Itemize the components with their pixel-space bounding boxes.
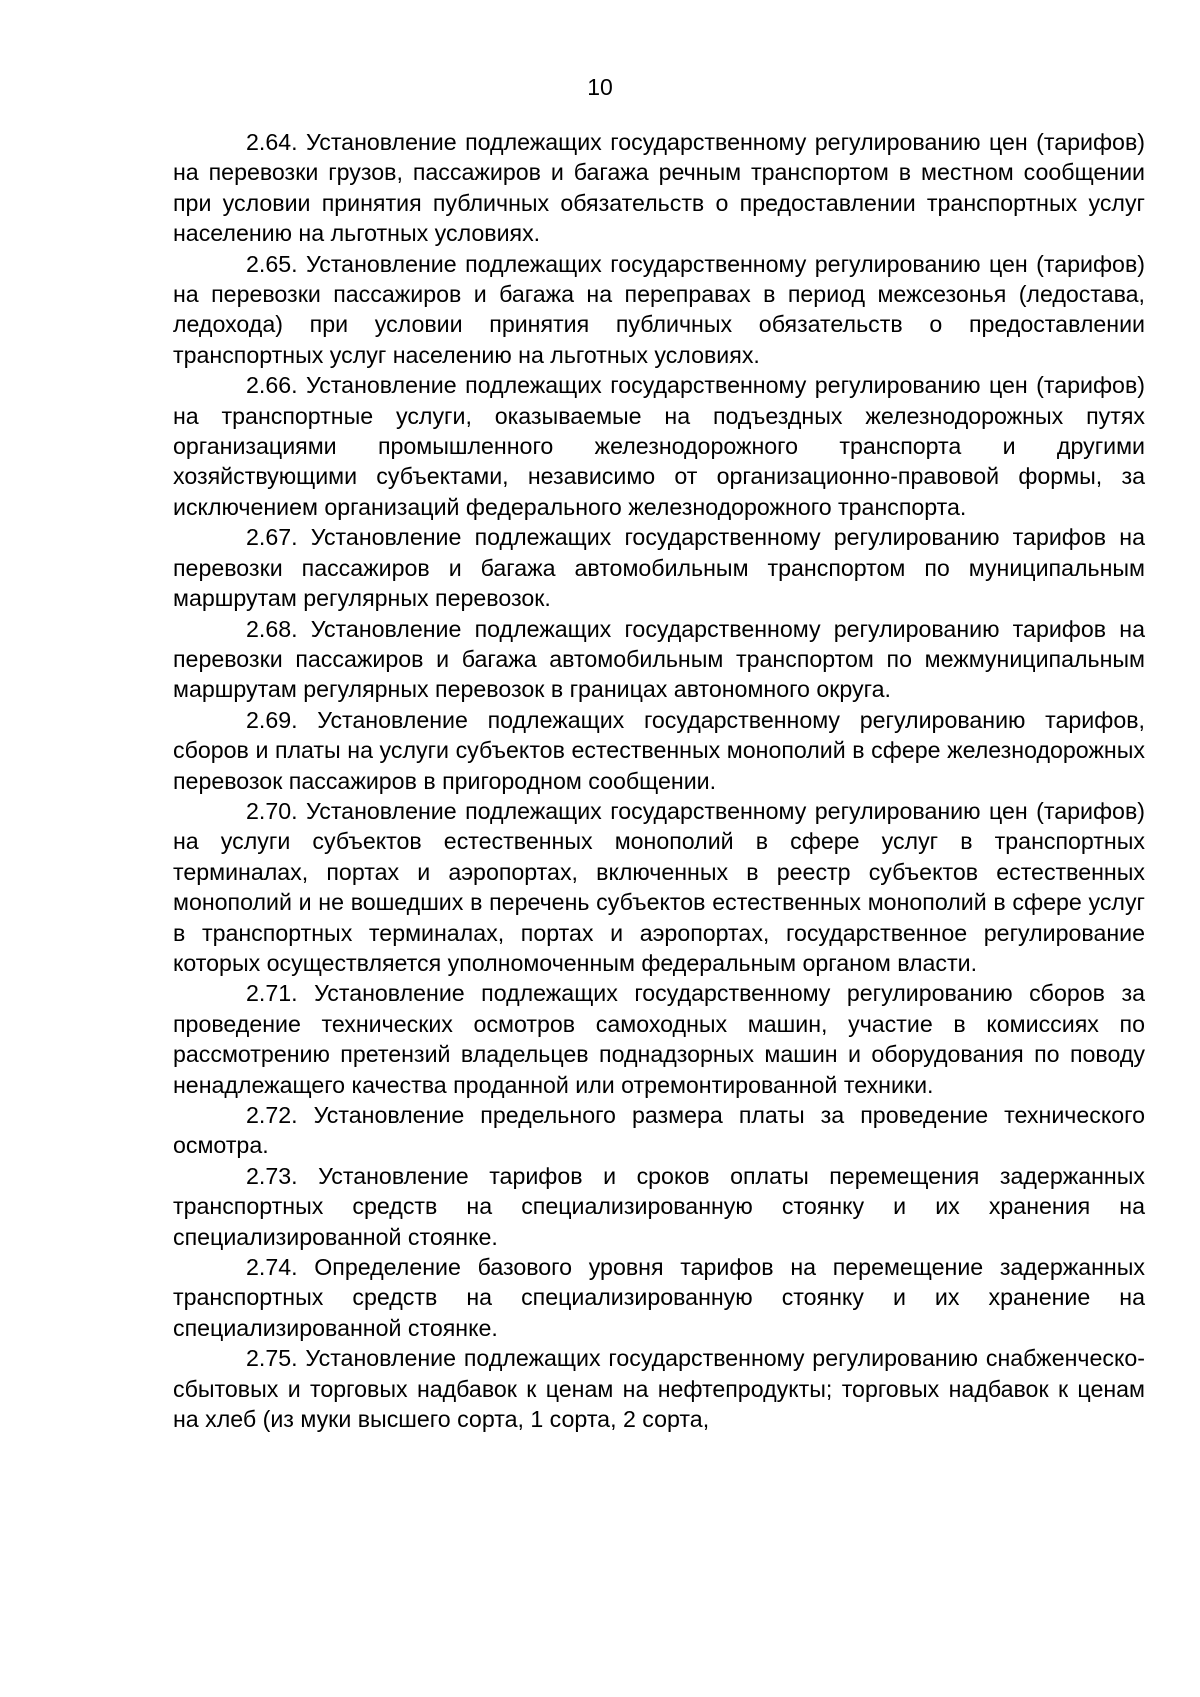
paragraph-2-66: 2.66. Установление подлежащих государственному регулированию цен (тарифов) на транспортные услуги, оказываемые на подъездных железнодорожных путях организациями промышленного железнодорожного транспорта и другими хозяйствующими субъектами, независимо от организационно-правовой формы, за исключением организаций федерального железнодорожного транспорта. [173, 372, 1145, 520]
paragraph-2-70: 2.70. Установление подлежащих государственному регулированию цен (тарифов) на услуги субъектов естественных монополий в сфере услуг в транспортных терминалах, портах и аэропортах, включенных в реестр субъектов естественных монополий и не вошедших в перечень субъектов естественных монополий в сфере услуг в транспортных терминалах, портах и аэропортах, государственное регулирование которых осуществляется уполномоченным федеральным органом власти. [173, 797, 1145, 976]
page-number: 10 [587, 74, 613, 100]
paragraph-2-68: 2.68. Установление подлежащих государственному регулированию тарифов на перевозки пассажиров и багажа автомобильным транспортом по межмуниципальным маршрутам регулярных перевозок в границах автономного округа. [173, 615, 1145, 703]
paragraph-2-73: 2.73. Установление тарифов и сроков оплаты перемещения задержанных транспортных средств на специализированную стоянку и их хранения на специализированной стоянке. [173, 1162, 1145, 1250]
paragraph-2-69: 2.69. Установление подлежащих государственному регулированию тарифов, сборов и платы на услуги субъектов естественных монополий в сфере железнодорожных перевозок пассажиров в пригородном сообщении. [173, 706, 1145, 794]
paragraph-2-65: 2.65. Установление подлежащих государственному регулированию цен (тарифов) на перевозки пассажиров и багажа на переправах в период межсезонья (ледостава, ледохода) при условии принятия публичных обязательств о предоставлении транспортных услуг населению на льготных условиях. [173, 250, 1145, 368]
paragraph-2-64: 2.64. Установление подлежащих государственному регулированию цен (тарифов) на перевозки грузов, пассажиров и багажа речным транспортом в местном сообщении при условии принятия публичных обязательств о предоставлении транспортных услуг населению на льготных условиях. [173, 129, 1145, 247]
paragraph-2-72: 2.72. Установление предельного размера платы за проведение технического осмотра. [173, 1102, 1145, 1159]
paragraph-2-74: 2.74. Определение базового уровня тарифов на перемещение задержанных транспортных средств на специализированную стоянку и их хранение на специализированной стоянке. [173, 1254, 1145, 1341]
document-body [173, 127, 1145, 1434]
paragraph-2-71: 2.71. Установление подлежащих государственному регулированию сборов за проведение технических осмотров самоходных машин, участие в комиссиях по рассмотрению претензий владельцев поднадзорных машин и оборудования по поводу ненадлежащего качества проданной или отремонтированной техники. [173, 980, 1145, 1098]
paragraph-2-67: 2.67. Установление подлежащих государственному регулированию тарифов на перевозки пассажиров и багажа автомобильным транспортом по муниципальным маршрутам регулярных перевозок. [173, 524, 1145, 612]
paragraph-2-75: 2.75. Установление подлежащих государственному регулированию снабженческо-сбытовых и торговых надбавок к ценам на нефтепродукты; торговых надбавок к ценам на хлеб (из муки высшего сорта, 1 сорта, 2 сорта, [173, 1345, 1145, 1433]
